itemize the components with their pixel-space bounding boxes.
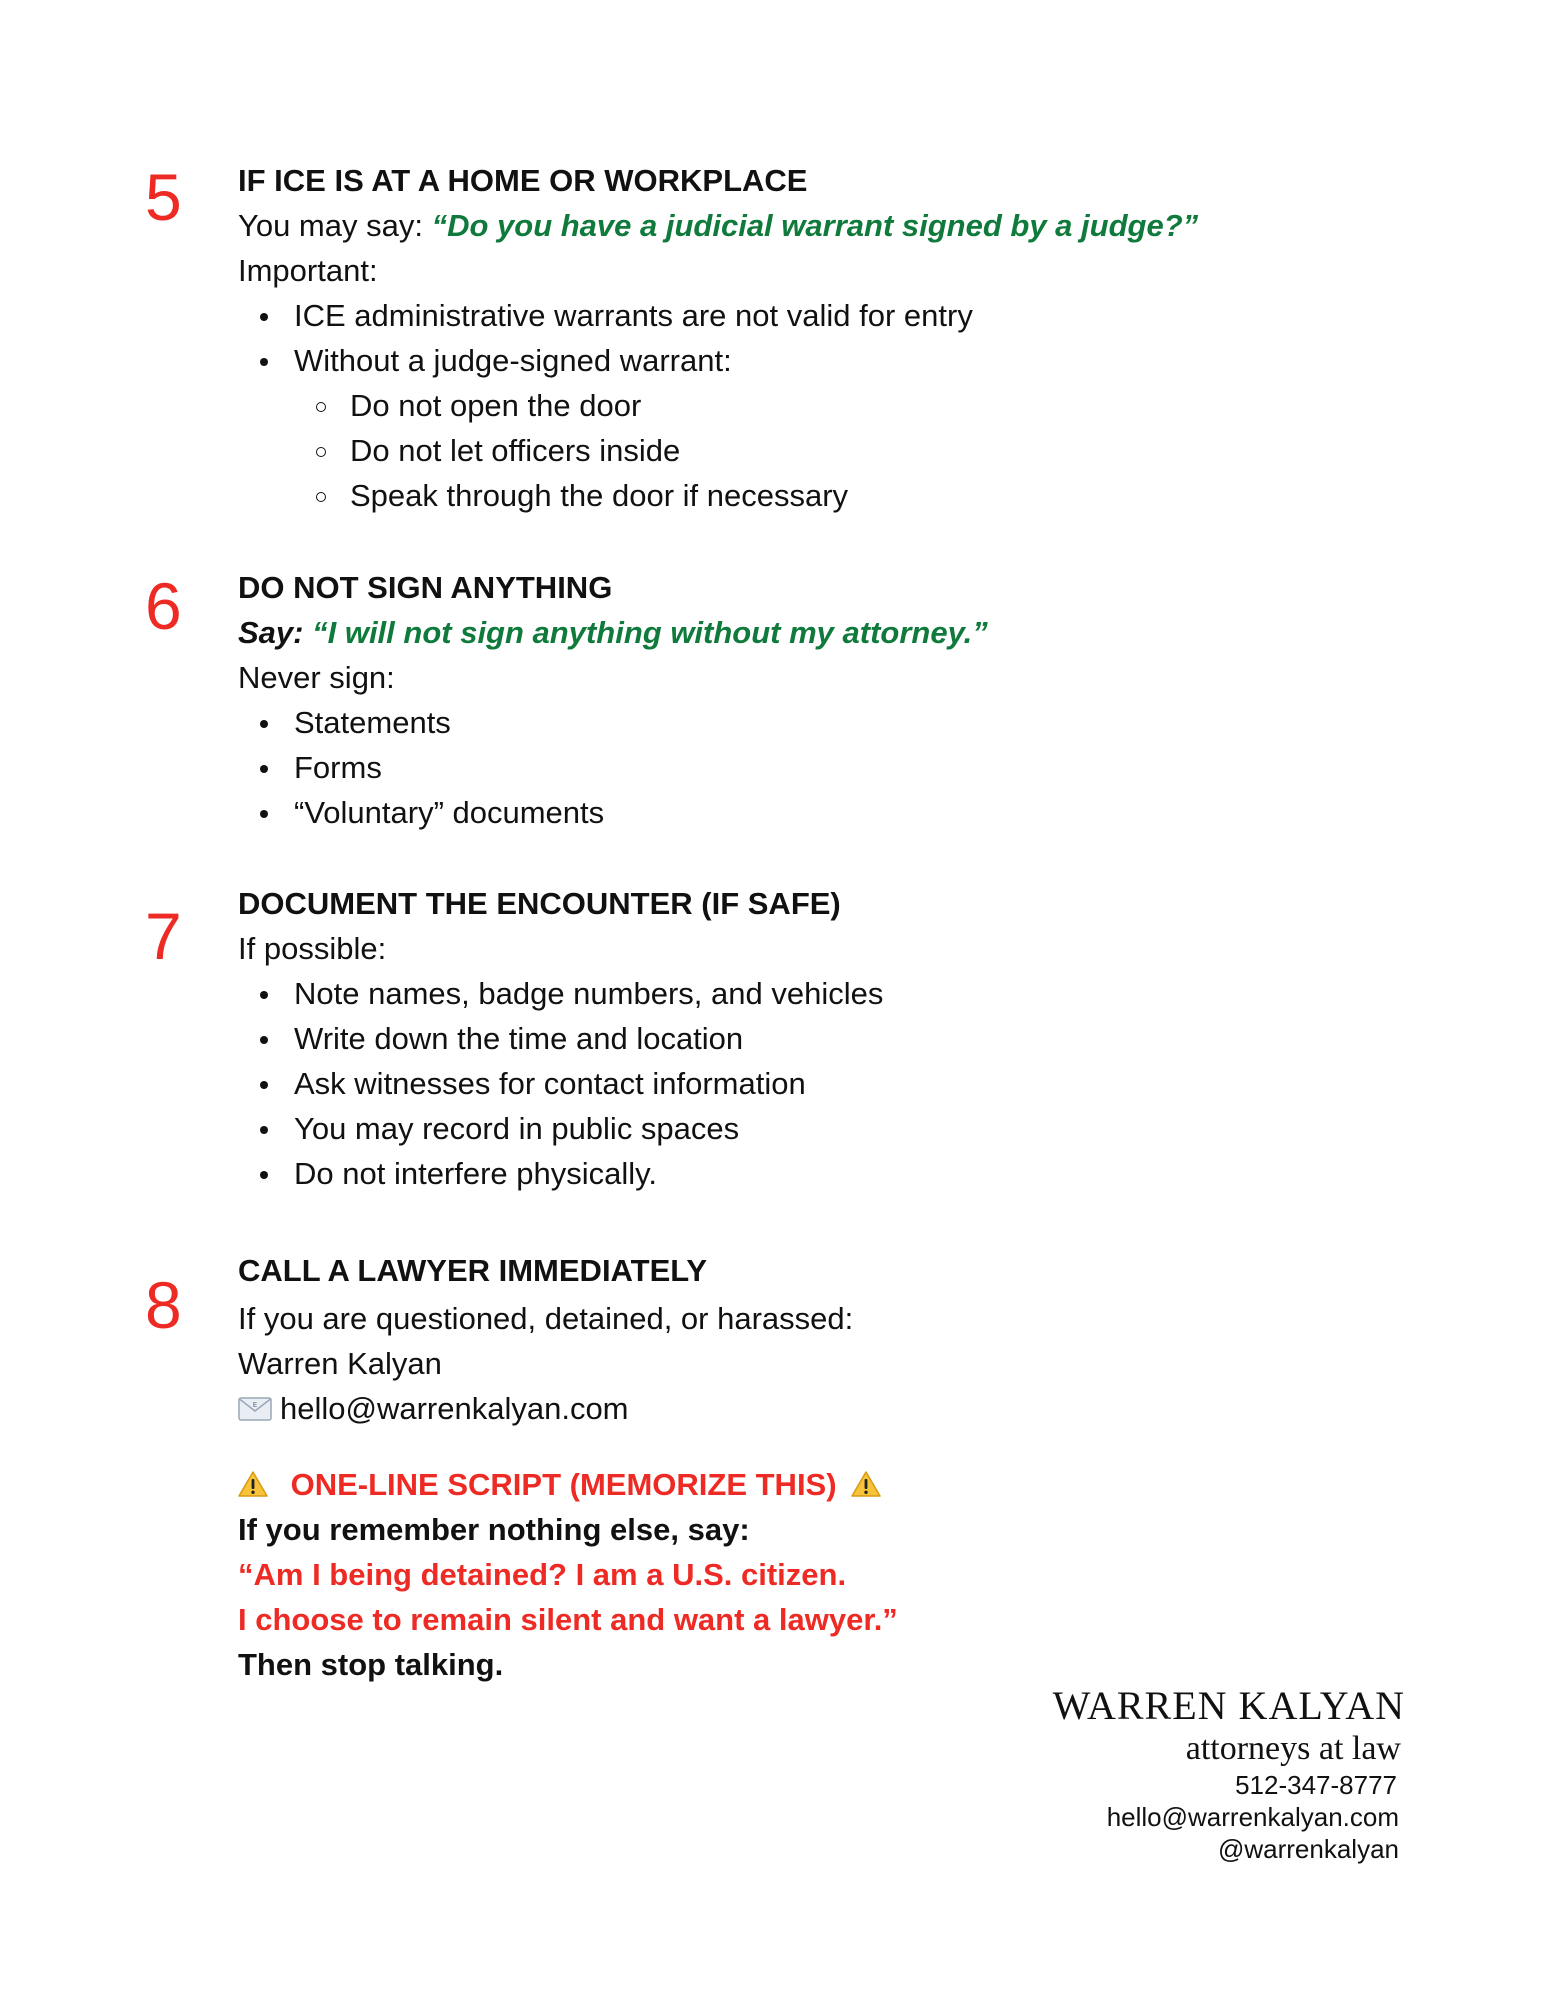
firm-tagline: attorneys at law xyxy=(1185,1730,1401,1767)
say-quote: “I will not sign anything without my attorney.” xyxy=(312,615,988,650)
list-item: Write down the time and location xyxy=(238,1016,1438,1061)
section-heading: DOCUMENT THE ENCOUNTER (IF SAFE) xyxy=(238,886,841,921)
script-content xyxy=(238,1462,1438,1687)
section-content xyxy=(238,158,1438,518)
body-line: If you are questioned, detained, or harassed: xyxy=(238,1301,854,1336)
list-item-label: Without a judge-signed warrant: xyxy=(294,343,732,378)
email-line xyxy=(238,1386,1438,1431)
section-content xyxy=(238,565,1438,835)
warning-icon xyxy=(238,1465,268,1493)
script-quote-line-2: I choose to remain silent and want a lawyer.” xyxy=(238,1602,898,1637)
list-item: Forms xyxy=(238,745,1438,790)
list-item: Statements xyxy=(238,700,1438,745)
say-line xyxy=(238,203,1438,248)
bullet-list xyxy=(238,700,1438,835)
list-item: Ask witnesses for contact information xyxy=(238,1061,1438,1106)
warning-icon xyxy=(851,1465,881,1493)
svg-text:E: E xyxy=(252,1401,258,1409)
say-label: Say: xyxy=(238,615,313,650)
script-quote-line-1: “Am I being detained? I am a U.S. citizen. xyxy=(238,1557,847,1592)
sub-bullet-list xyxy=(294,383,1438,518)
sub-list-item: Do not let officers inside xyxy=(294,428,1438,473)
sub-list-item: Speak through the door if necessary xyxy=(294,473,1438,518)
section-heading: CALL A LAWYER IMMEDIATELY xyxy=(238,1253,708,1288)
section-number: 8 xyxy=(145,1268,182,1342)
section-number: 7 xyxy=(145,899,182,973)
subheading: If possible: xyxy=(238,931,387,966)
section-number: 6 xyxy=(145,569,182,643)
firm-phone: 512-347-8777 xyxy=(1235,1770,1397,1800)
say-line xyxy=(238,610,1438,655)
list-item xyxy=(238,338,1438,518)
list-item: ICE administrative warrants are not valid for entry xyxy=(238,293,1438,338)
firm-email[interactable]: hello@warrenkalyan.com xyxy=(1106,1802,1399,1832)
sub-list-item: Do not open the door xyxy=(294,383,1438,428)
section-heading: IF ICE IS AT A HOME OR WORKPLACE xyxy=(238,163,808,198)
list-item: Do not interfere physically. xyxy=(238,1151,1438,1196)
section-content xyxy=(238,1246,1438,1431)
firm-name: WARREN KALYAN xyxy=(1052,1683,1405,1728)
list-item: Note names, badge numbers, and vehicles xyxy=(238,971,1438,1016)
subheading: Important: xyxy=(238,253,378,288)
say-prefix: You may say: xyxy=(238,208,432,243)
list-item: You may record in public spaces xyxy=(238,1106,1438,1151)
firm-handle: @warrenkalyan xyxy=(1217,1834,1399,1864)
envelope-icon xyxy=(238,1388,272,1412)
subheading: Never sign: xyxy=(238,660,395,695)
list-item: “Voluntary” documents xyxy=(238,790,1438,835)
script-title-line xyxy=(238,1462,1438,1507)
script-outro: Then stop talking. xyxy=(238,1647,504,1682)
bullet-list xyxy=(238,293,1438,518)
script-title: ONE-LINE SCRIPT (MEMORIZE THIS) xyxy=(290,1467,837,1502)
section-content xyxy=(238,881,1438,1196)
email-link[interactable]: hello@warrenkalyan.com xyxy=(280,1391,629,1426)
say-quote: “Do you have a judicial warrant signed by a judge?” xyxy=(431,208,1199,243)
section-number: 5 xyxy=(145,160,182,234)
lawyer-name: Warren Kalyan xyxy=(238,1346,442,1381)
firm-signature xyxy=(1053,1683,1405,1865)
script-intro: If you remember nothing else, say: xyxy=(238,1512,750,1547)
bullet-list xyxy=(238,971,1438,1196)
section-heading: DO NOT SIGN ANYTHING xyxy=(238,570,613,605)
